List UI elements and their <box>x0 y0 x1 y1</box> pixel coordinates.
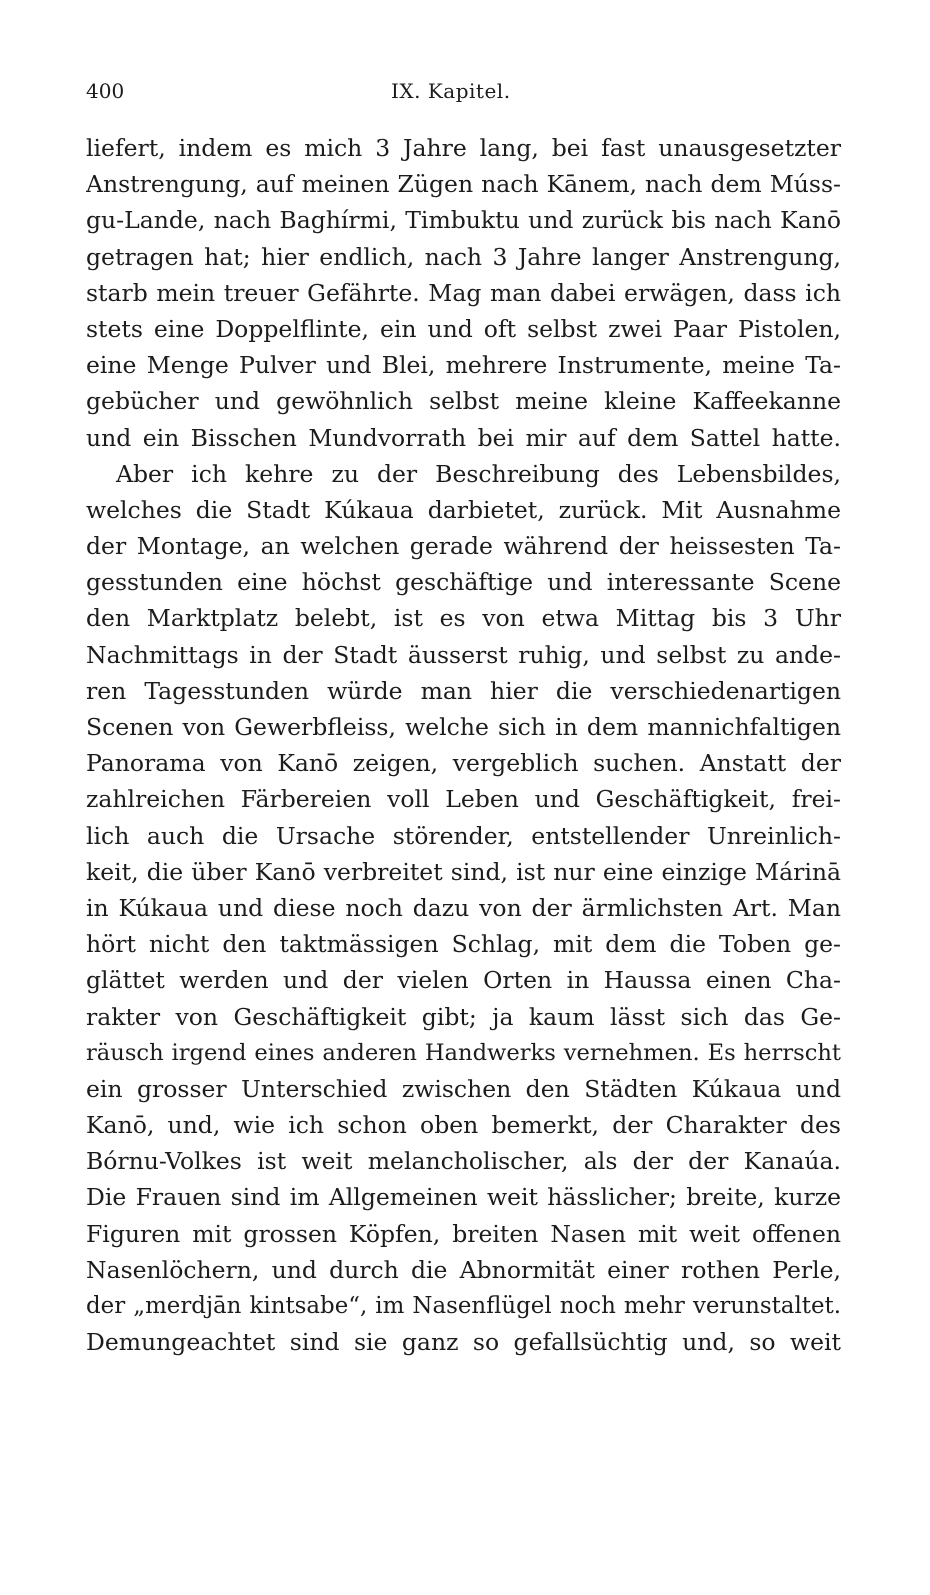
text-line: gebücher und gewöhnlich selbst meine kleine Kaffeekanne <box>86 387 841 416</box>
running-head: IX. Kapitel. <box>391 79 511 103</box>
text-line: ein grosser Unterschied zwischen den Städten Kúkaua und <box>86 1074 841 1103</box>
text-line: Demungeachtet sind sie ganz so gefallsüchtig und, so weit <box>86 1328 841 1357</box>
text-line: Kanō, und, wie ich schon oben bemerkt, der Charakter des <box>86 1111 841 1140</box>
text-line: und ein Bisschen Mundvorrath bei mir auf dem Sattel hatte. <box>86 423 841 452</box>
text-line: den Marktplatz belebt, ist es von etwa Mittag bis 3 Uhr <box>86 604 841 633</box>
page-header <box>86 76 841 106</box>
text-line: getragen hat; hier endlich, nach 3 Jahre langer Anstrengung, <box>86 242 841 271</box>
text-line: der Montage, an welchen gerade während der heissesten Ta- <box>86 532 841 561</box>
text-line: der „merdjān kintsabe“, im Nasenflügel noch mehr verunstaltet. <box>86 1293 841 1319</box>
paragraph-start-line: Aber ich kehre zu der Beschreibung des Lebensbildes, <box>116 459 841 488</box>
text-line: rakter von Geschäftigkeit gibt; ja kaum lässt sich das Ge- <box>86 1002 841 1031</box>
text-line: Die Frauen sind im Allgemeinen weit hässlicher; breite, kurze <box>86 1183 841 1212</box>
text-line: in Kúkaua und diese noch dazu von der ärmlichsten Art. Man <box>86 893 841 922</box>
text-line: hört nicht den taktmässigen Schlag, mit dem die Toben ge- <box>86 930 841 959</box>
text-line: starb mein treuer Gefährte. Mag man dabei erwägen, dass ich <box>86 278 841 307</box>
text-line: stets eine Doppelflinte, ein und oft selbst zwei Paar Pistolen, <box>86 314 841 343</box>
text-line: gu-Lande, nach Baghírmi, Timbuktu und zurück bis nach Kanō <box>86 206 841 235</box>
text-line: Figuren mit grossen Köpfen, breiten Nasen mit weit offenen <box>86 1219 841 1248</box>
text-line: liefert, indem es mich 3 Jahre lang, bei fast unausgesetzter <box>86 134 841 162</box>
text-line: Nachmittags in der Stadt äusserst ruhig, und selbst zu ande- <box>86 640 841 669</box>
text-line: Bórnu-Volkes ist weit melancholischer, als der der Kanaúa. <box>86 1147 841 1176</box>
text-line: Nasenlöchern, und durch die Abnormität einer rothen Perle, <box>86 1255 841 1284</box>
page-number: 400 <box>86 79 125 103</box>
body-text <box>86 130 841 1360</box>
text-line: zahlreichen Färbereien voll Leben und Geschäftigkeit, frei- <box>86 785 841 814</box>
text-line: lich auch die Ursache störender, entstellender Unreinlich- <box>86 821 841 850</box>
text-line: glättet werden und der vielen Orten in Haussa einen Cha- <box>86 966 841 995</box>
text-line: keit, die über Kanō verbreitet sind, ist nur eine einzige Márinā <box>86 857 841 886</box>
text-line: Anstrengung, auf meinen Zügen nach Kānem, nach dem Múss- <box>86 170 841 199</box>
text-line: Panorama von Kanō zeigen, vergeblich suchen. Anstatt der <box>86 749 841 778</box>
text-line: gesstunden eine höchst geschäftige und interessante Scene <box>86 568 841 597</box>
text-line: welches die Stadt Kúkaua darbietet, zurück. Mit Ausnahme <box>86 495 841 524</box>
text-line: Scenen von Gewerbfleiss, welche sich in dem mannichfaltigen <box>86 713 841 741</box>
text-line: eine Menge Pulver und Blei, mehrere Instrumente, meine Ta- <box>86 351 841 380</box>
text-line: räusch irgend eines anderen Handwerks vernehmen. Es herrscht <box>86 1039 841 1066</box>
text-line: ren Tagesstunden würde man hier die verschiedenartigen <box>86 676 841 705</box>
